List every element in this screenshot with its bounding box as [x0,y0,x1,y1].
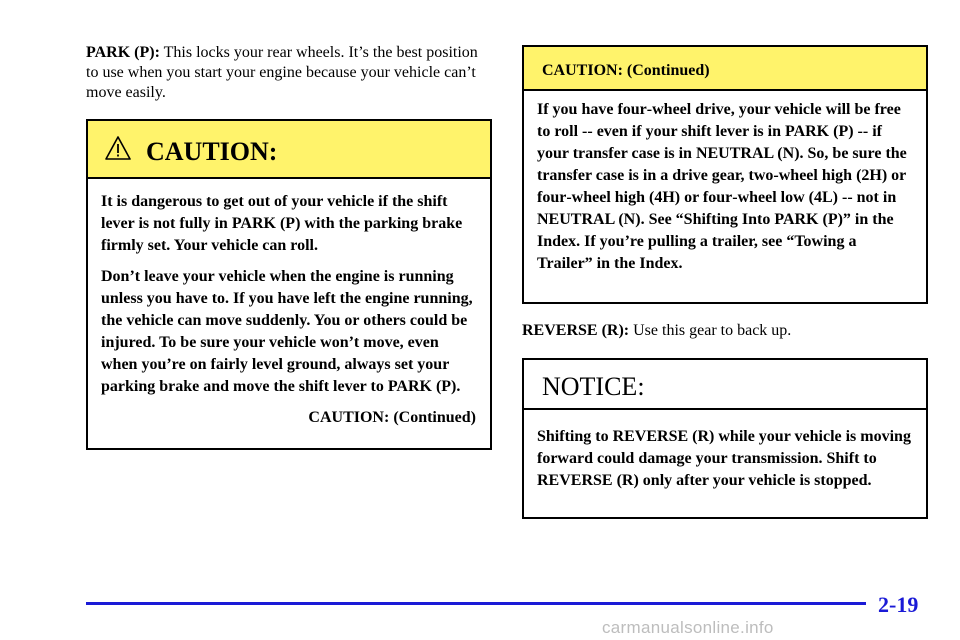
reverse-label: REVERSE (R): [522,322,630,339]
caution-body [88,179,490,429]
notice-header [524,360,926,410]
notice-body [524,410,926,492]
page-number: 2-19 [878,592,919,617]
caution-continued-body [524,91,926,275]
caution-paragraph-1: It is dangerous to get out of your vehicle if the shift lever is not fully in PARK (P) with the parking brake firmly set. Your vehicle can roll. [101,193,463,254]
caution-paragraph-2: Don’t leave your vehicle when the engine is running unless you have to. If you have left the engine running, the vehicle can move suddenly. You or others could be injured. To be sure your vehicle won’t move, even when you’re on fairly level ground, always set your parking brake and move the shift lever to PARK (P). [101,268,473,395]
notice-title: NOTICE: [542,372,645,401]
notice-text: Shifting to REVERSE (R) while your vehicle is moving forward could damage your transmission. Shift to REVERSE (R) only after your vehicle is stopped. [537,428,911,489]
caution-continued-box [522,45,928,304]
caution-continued-title: CAUTION: (Continued) [542,62,710,79]
notice-box [522,358,928,519]
park-paragraph [86,43,494,103]
park-text: This locks your rear wheels. It’s the best position to use when you start your engine because your vehicle can’t move easily. [86,44,478,101]
footer-rule [86,602,866,605]
caution-continued-header [524,47,926,91]
caution-box [86,119,492,450]
caution-continued-text: If you have four‐wheel drive, your vehicle will be free to roll -- even if your shift lever is in PARK (P) -- if your transfer case is in NEUTRAL (N). So, be sure the transfer case is in a drive gear, two‐wheel high (2H) or four‐wheel high (4H) or four‐wheel low (4L) -- not in NEUTRAL (N). See “Shifting Into PARK (P)” in the Index. If you’re pulling a trailer, see “Towing a Trailer” in the Index. [537,101,907,272]
reverse-text: Use this gear to back up. [629,322,792,339]
warning-triangle-icon [104,135,132,161]
park-label: PARK (P): [86,44,160,61]
watermark: carmanualsonline.info [602,618,774,637]
caution-header [88,121,490,179]
caution-title: CAUTION: [146,137,278,166]
caution-continued-label: CAUTION: (Continued) [308,409,476,426]
reverse-paragraph [522,321,932,341]
